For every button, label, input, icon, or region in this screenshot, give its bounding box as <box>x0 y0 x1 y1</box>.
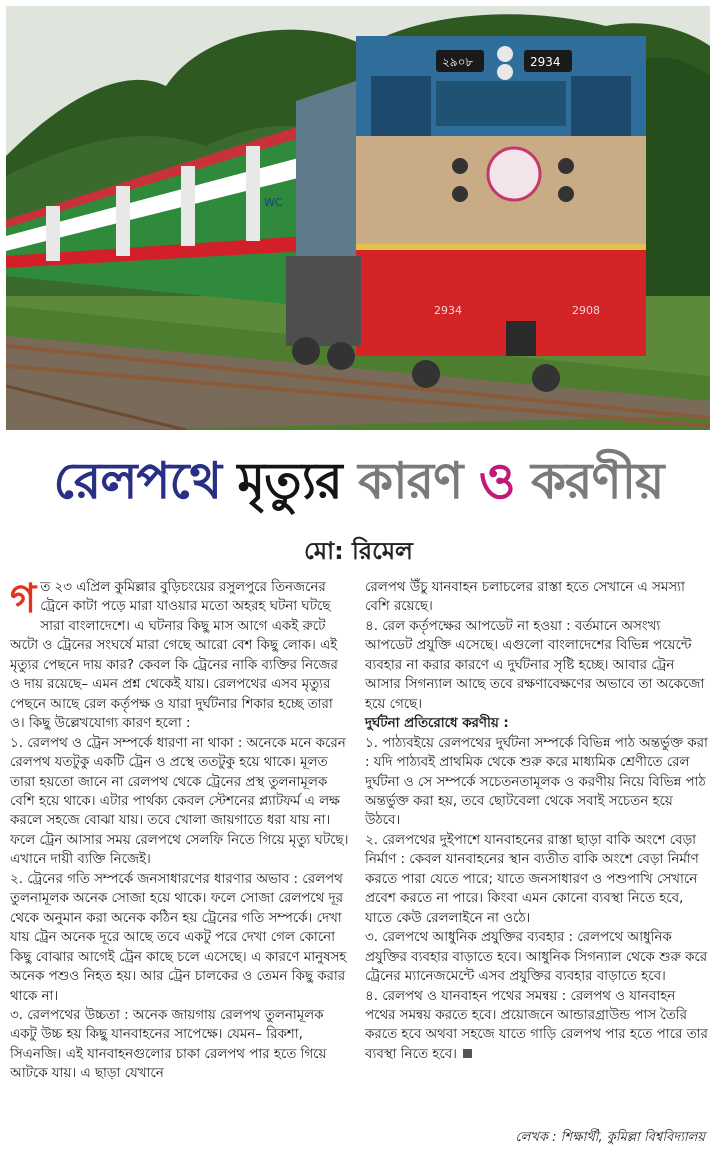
engine-number-top-left: ২৯০৮ <box>442 55 474 69</box>
article-paragraph: রেলপথ উঁচু যানবাহন চলাচলের রাস্তা হতে সেখানে এ সমস্যা বেশি রয়েছে। <box>365 580 685 615</box>
article-paragraph: ২. ট্রেনের গতি সম্পর্কে জনসাধারণের ধারণার অভাব : রেলপথ তুলনামূলক অনেক সোজা হয়ে থাকে। ফলে সোজা রেলপথে দূর থেকে অনুমান করা অনেক কঠিন হয় ট্রেনের গতি সম্পর্কে। দেখা যায় ট্রেন অনেক দূরে আছে তবে একটু পরে দেখা গেল কোনো কিছু বোঝার আগেই ট্রেন কাছে চলে এসেছে। এ কারণে মানুষসহ অনেক পশুও নিহত হয়। আর ট্রেন চালকের ও তেমন কিছু করার থাকে না। <box>10 871 347 1004</box>
article-paragraph <box>10 578 350 734</box>
headline-word-4: ও <box>478 452 515 510</box>
article-column-1 <box>10 578 350 1084</box>
prevention-heading: দুর্ঘটনা প্রতিরোধে করণীয় : <box>365 716 509 732</box>
author-credit: লেখক : শিক্ষার্থী, কুমিল্লা বিশ্ববিদ্যালয় <box>515 1130 705 1145</box>
dropcap: গ <box>10 576 37 622</box>
train-illustration <box>6 6 710 430</box>
headline-word-3: কারণ <box>358 452 463 510</box>
headline-word-5: করণীয় <box>531 452 664 510</box>
end-mark-icon <box>463 1049 472 1058</box>
byline: মো: রিমেল <box>304 537 413 565</box>
article-paragraph: ৪. রেল কর্তৃপক্ষের আপডেট না হওয়া : বর্তমানে অসংখ্য আপডেট প্রযুক্তি এসেছে। এগুলো বাংলাদেশের বিভিন্ন পয়েন্টে ব্যবহার না করার কারণে এ দুর্ঘটনার সৃষ্টি হচ্ছে। আবার ট্রেন আসার সিগন্যাল আছে তবে রক্ষণাবেক্ষণের অভাবে তা অকেজো হয়ে গেছে। <box>365 618 705 712</box>
last-paragraph-text: ৪. রেলপথ ও যানবাহন পথের সমন্বয় : রেলপথ ও যানবাহন পথের সমন্বয় করতে হবে। প্রয়োজনে আন্ডারগ্রাউন্ড পাস তৈরি করতে হবে অথবা সহজে যাতে গাড়ি রেলপথ পার হতে পারে তার ব্যবস্থা নিতে হবে। <box>365 988 708 1062</box>
headline-word-2: মৃত্যুর <box>237 452 342 510</box>
article-paragraph: ২. রেলপথের দুইপাশে যানবাহনের রাস্তা ছাড়া বাকি অংশে বেড়া নির্মাণ : কেবল যানবাহনের স্থান ব্যতীত বাকি অংশে বেড়া নির্মাণ করতে পারা যেতে পারে; যাতে জনসাধারণ ও পশুপাখি সেখানে প্রবেশ করতে না পারে। কিংবা এমন কোনো ব্যবস্থা নিতে হবে, যাতে কেউ রেললাইনে না ওঠে। <box>365 832 699 926</box>
coach-label: WC <box>264 196 283 209</box>
intro-text: ত ২৩ এপ্রিল কুমিল্লার বুড়িচংয়ের রসুলপুরে তিনজনের ট্রেনে কাটা পড়ে মারা যাওয়ার মতো অহরহ ঘটনা ঘটছে সারা বাংলাদেশে। এ ঘটনার কিছু মাস আগে একই রুটে অটো ও ট্রেনের সংঘর্ষে মারা গেছে আরো বেশ কিছু লোক। এই মৃত্যুর পেছনে দায় কার? কেবল কি ট্রেনের নাকি ব্যক্তির নিজের ও দায় রয়েছে– এমন প্রশ্ন থেকেই যায়। রেলপথের এসব মৃত্যুর পেছনে আছে রেল কর্তৃপক্ষ ও যারা দুর্ঘটনার শিকার হচ্ছে তারা ও। কিছু উল্লেখযোগ্য কারণ হলো : <box>10 580 338 732</box>
article-paragraph: ৩. রেলপথের উচ্চতা : অনেক জায়গায় রেলপথ তুলনামূলক একটু উচ্চ হয় কিছু যানবাহনের সাপেক্ষে। যেমন– রিকশা, সিএনজি। এই যানবাহনগুলোর চাকা রেলপথ পার হতে গিয়ে আটকে যায়। এ ছাড়া যেখানে <box>10 1007 327 1082</box>
article-paragraph: ১. পাঠ্যবইয়ে রেলপথের দুর্ঘটনা সম্পর্কে বিভিন্ন পাঠ অন্তর্ভুক্ত করা : যদি পাঠ্যবই প্রাথমিক থেকে শুরু করে মাধ্যমিক শ্রেণীতে রেল দুর্ঘটনা ও সে সম্পর্কে সচেতনতামূলক ও করণীয় নিয়ে বিভিন্ন পাঠ অন্তর্ভুক্ত করা হয়, তবে ছোটবেলা থেকে সবাই সচেতন হয়ে উঠবে। <box>365 735 708 829</box>
engine-number-top-right: 2934 <box>530 55 561 69</box>
headline <box>0 446 717 516</box>
article-paragraph <box>365 987 708 1065</box>
engine-number-bottom-right: 2908 <box>572 304 600 317</box>
headline-word-1: রেলপথে <box>53 452 221 510</box>
article-paragraph: ১. রেলপথ ও ট্রেন সম্পর্কে ধারণা না থাকা : অনেকে মনে করেন রেলপথ যতটুকু একটি ট্রেন ও প্রস্থে ততটুকু হয়ে থাকে। মূলত তারা হয়তো জানে না রেলপথ থেকে ট্রেনের প্রস্থ তুলনামূলক বেশি হয়ে থাকে। এটার পার্থক্য কেবল স্টেশনের প্ল্যাটফর্ম এ লক্ষ করলে সহজে বোঝা যায়। তবে খোলা জায়গাতে ধরা যায় না। ফলে ট্রেন আসার সময় রেলপথে সেলফি নিতে গিয়ে মৃত্যু ঘটছে। এখানে দায়ী ব্যক্তি নিজেই। <box>10 735 349 868</box>
article-column-2 <box>365 578 708 1064</box>
train-photo <box>6 6 710 430</box>
engine-number-bottom-left: 2934 <box>434 304 462 317</box>
article-paragraph: ৩. রেলপথে আধুনিক প্রযুক্তির ব্যবহার : রেলপথে আধুনিক প্রযুক্তির ব্যবহার বাড়াতে হবে। আধুনিক সিগন্যাল থেকে শুরু করে ট্রেনের ম্যানেজমেন্টে এসব প্রযুক্তির ব্যবহার বাড়াতে হবে। <box>365 930 708 985</box>
locomotive <box>286 36 646 392</box>
